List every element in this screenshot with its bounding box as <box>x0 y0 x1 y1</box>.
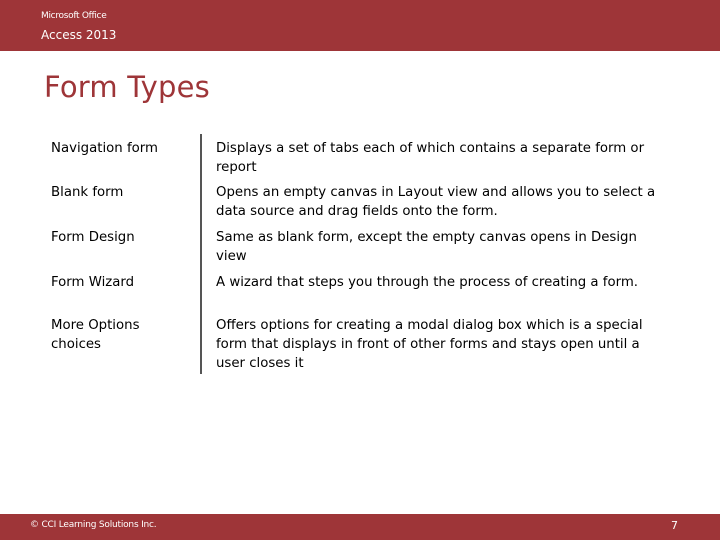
form-type-description: Offers options for creating a modal dialog box which is a special form that displays in front of other forms and stays open until a user closes it <box>216 318 643 371</box>
footer-bar <box>0 514 720 540</box>
form-type-description: A wizard that steps you through the process of creating a form. <box>216 275 639 290</box>
column-divider <box>200 179 202 224</box>
form-type-name: Navigation form <box>51 141 158 156</box>
column-divider <box>200 134 202 179</box>
header-bar <box>0 0 720 51</box>
slide-title: Form Types <box>44 70 210 104</box>
column-divider <box>200 224 202 269</box>
page-number: 7 <box>671 519 678 532</box>
column-divider <box>200 311 202 374</box>
product-label: Access 2013 <box>41 28 117 42</box>
brand-label: Microsoft Office <box>41 11 107 21</box>
form-type-name: Form Design <box>51 230 135 245</box>
form-type-name: More Options choices <box>51 318 140 352</box>
form-type-description: Same as blank form, except the empty canvas opens in Design view <box>216 230 637 264</box>
form-type-description: Opens an empty canvas in Layout view and allows you to select a data source and drag fields onto the form. <box>216 185 656 219</box>
column-divider <box>200 269 202 311</box>
copyright-text: © CCI Learning Solutions Inc. <box>30 520 157 530</box>
form-type-description: Displays a set of tabs each of which contains a separate form or report <box>216 141 645 175</box>
form-type-name: Blank form <box>51 185 124 200</box>
form-type-name: Form Wizard <box>51 275 135 290</box>
